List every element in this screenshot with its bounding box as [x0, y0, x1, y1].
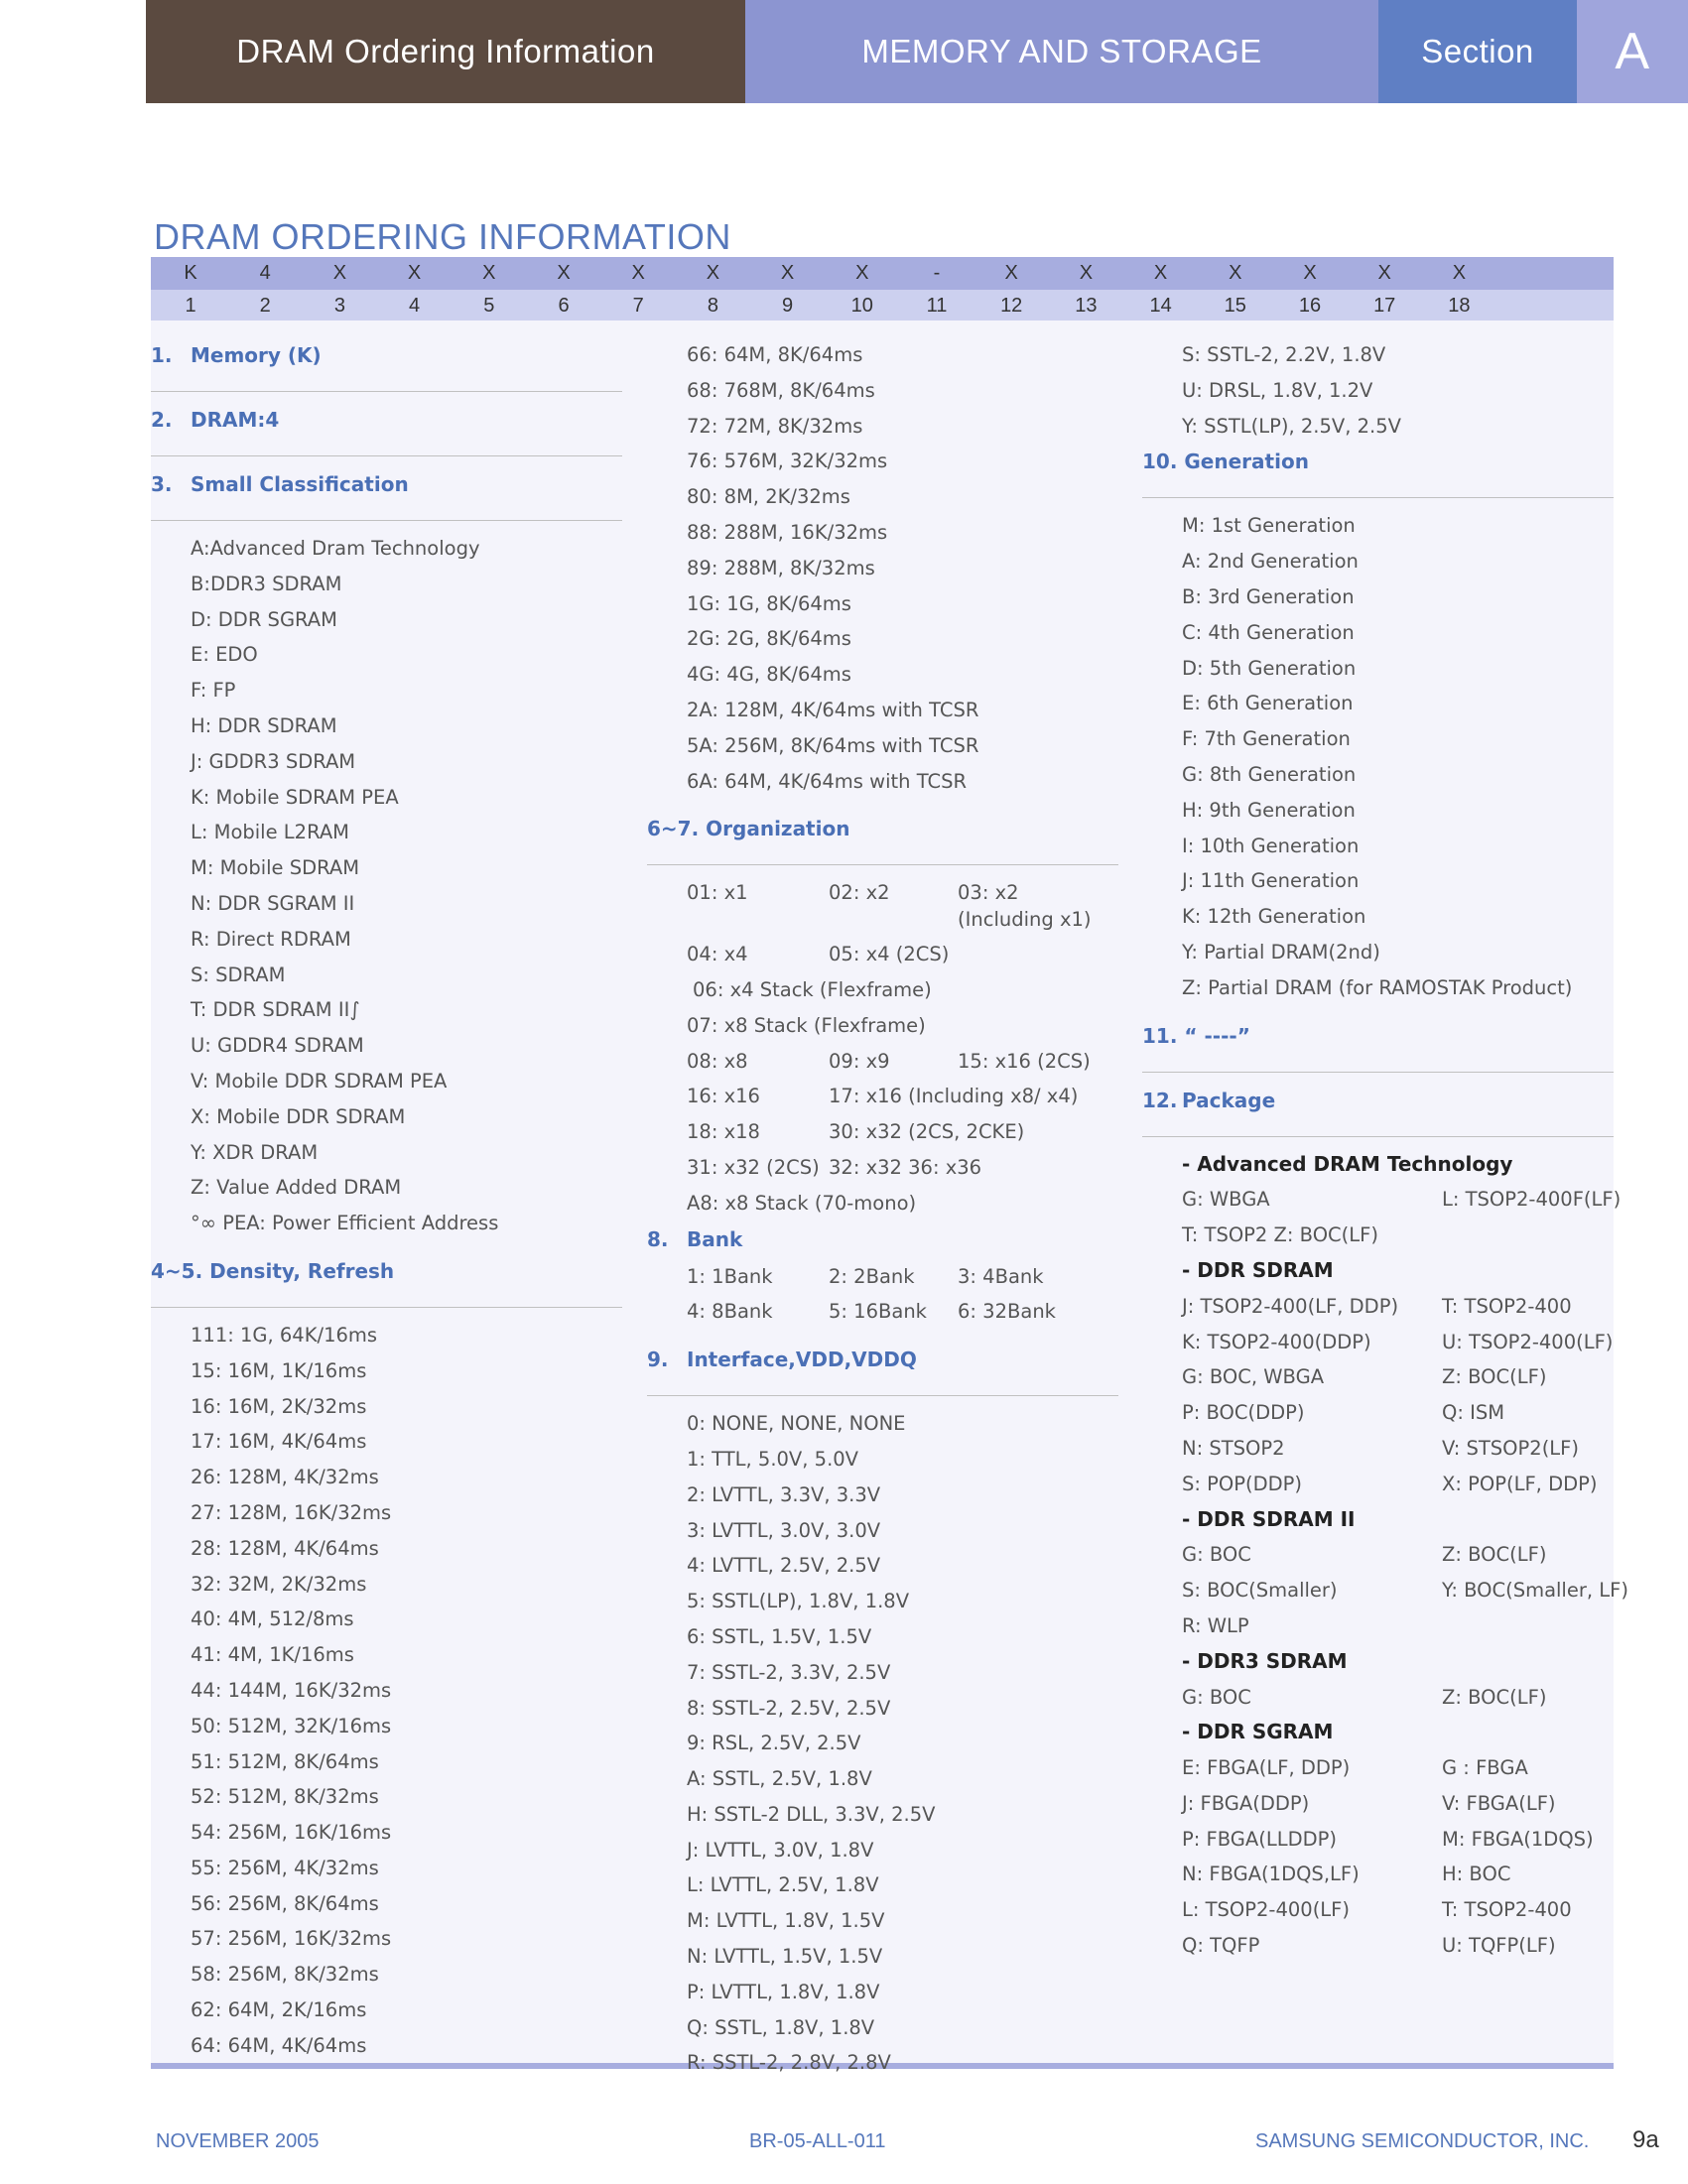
- package-code: G: BOC: [1182, 1685, 1251, 1709]
- code-letter: X: [706, 262, 720, 284]
- list-item: 5A: 256M, 8K/64ms with TCSR: [687, 733, 979, 757]
- list-item: 2G: 2G, 8K/64ms: [687, 627, 851, 651]
- list-item: B: 3rd Generation: [1182, 584, 1355, 608]
- section-small-classification: 3. Small Classification: [151, 466, 622, 521]
- package-row: [1142, 1822, 1614, 1858]
- package-group-ddr3-sdram: - DDR3 SDRAM: [1182, 1648, 1348, 1673]
- list-item: 1G: 1G, 8K/64ms: [687, 591, 851, 615]
- code-letter: X: [780, 262, 795, 284]
- list-item: U: DRSL, 1.8V, 1.2V: [1182, 378, 1373, 402]
- package-code: Q: ISM: [1442, 1401, 1505, 1425]
- list-item: 64: 64M, 4K/64ms: [191, 2033, 367, 2057]
- package-code: U: TSOP2-400(LF): [1442, 1330, 1614, 1353]
- section-dram: 2. DRAM:4: [151, 402, 622, 456]
- list-item: Y: XDR DRAM: [191, 1140, 319, 1164]
- code-position: 1: [185, 295, 196, 317]
- list-item: S: SSTL-2, 2.2V, 1.8V: [1182, 343, 1386, 366]
- density-list: [151, 1318, 622, 2064]
- header-section-label: Section: [1378, 0, 1577, 103]
- code-letter: X: [482, 262, 496, 284]
- classification-list: [151, 531, 622, 1241]
- list-item: 55: 256M, 4K/32ms: [191, 1856, 379, 1879]
- package-row: [1142, 1395, 1614, 1431]
- code-position: 13: [1075, 295, 1098, 317]
- package-row: [1142, 1289, 1614, 1325]
- code-letters-row: [151, 257, 1614, 290]
- list-item: 1: TTL, 5.0V, 5.0V: [687, 1447, 859, 1471]
- package-row: [1142, 1537, 1614, 1573]
- generation-list: [1142, 508, 1614, 1005]
- code-letter: X: [557, 262, 571, 284]
- code-position: 16: [1298, 295, 1322, 317]
- package-code: Z: BOC(LF): [1442, 1365, 1547, 1389]
- code-position: 8: [707, 295, 718, 317]
- list-item: 62: 64M, 2K/16ms: [191, 1998, 367, 2022]
- section-bank: 8. Bank: [647, 1226, 743, 1251]
- org-row: A8: x8 Stack (70-mono): [687, 1191, 917, 1215]
- code-position: 9: [782, 295, 794, 317]
- list-item: 44: 144M, 16K/32ms: [191, 1678, 392, 1702]
- list-item: P: LVTTL, 1.8V, 1.8V: [687, 1980, 880, 2003]
- list-item: Y: Partial DRAM(2nd): [1182, 940, 1380, 964]
- package-code: J: TSOP2-400(LF, DDP): [1182, 1294, 1399, 1318]
- list-item: E: EDO: [191, 643, 258, 667]
- list-item: M: LVTTL, 1.8V, 1.5V: [687, 1909, 885, 1933]
- list-item: 58: 256M, 8K/32ms: [191, 1963, 379, 1987]
- package-code: S: BOC(Smaller): [1182, 1579, 1338, 1603]
- list-item: 2: LVTTL, 3.3V, 3.3V: [687, 1482, 881, 1506]
- list-item: L: LVTTL, 2.5V, 1.8V: [687, 1873, 879, 1897]
- list-item: 41: 4M, 1K/16ms: [191, 1643, 354, 1667]
- section-generation: 10. Generation: [1142, 444, 1614, 498]
- code-position: 6: [558, 295, 570, 317]
- part-number-code-band: [151, 257, 1614, 321]
- package-code: J: FBGA(DDP): [1182, 1791, 1310, 1815]
- list-item: 57: 256M, 16K/32ms: [191, 1927, 392, 1951]
- list-item: 32: 32M, 2K/32ms: [191, 1572, 367, 1596]
- package-code: M: FBGA(1DQS): [1442, 1827, 1594, 1851]
- list-item: 66: 64M, 8K/64ms: [687, 343, 863, 366]
- list-item: L: Mobile L2RAM: [191, 821, 349, 844]
- list-item: 50: 512M, 32K/16ms: [191, 1714, 392, 1737]
- list-item: 72: 72M, 8K/32ms: [687, 414, 863, 438]
- package-code: N: FBGA(1DQS,LF): [1182, 1863, 1360, 1886]
- page-title: DRAM ORDERING INFORMATION: [154, 216, 731, 257]
- package-row: [1142, 1892, 1614, 1928]
- list-item: B:DDR3 SDRAM: [191, 572, 342, 595]
- code-letter: X: [1303, 262, 1317, 284]
- org-row: 04: x4 05: x4 (2CS): [687, 943, 950, 966]
- package-group-ddr-sgram: - DDR SGRAM: [1182, 1720, 1334, 1744]
- code-position: 14: [1149, 295, 1172, 317]
- package-group-advanced: - Advanced DRAM Technology: [1182, 1151, 1513, 1176]
- code-position: 15: [1224, 295, 1246, 317]
- org-row: 08: x8 09: x9 15: x16 (2CS): [687, 1049, 1091, 1073]
- density-list-continued: [647, 337, 1118, 799]
- list-item: 4: LVTTL, 2.5V, 2.5V: [687, 1554, 881, 1578]
- code-letter: X: [1377, 262, 1391, 284]
- list-item: 28: 128M, 4K/64ms: [191, 1536, 379, 1560]
- list-item: 56: 256M, 8K/64ms: [191, 1891, 379, 1915]
- code-letter: X: [855, 262, 869, 284]
- list-item: N: LVTTL, 1.5V, 1.5V: [687, 1945, 883, 1969]
- package-code: P: BOC(DDP): [1182, 1401, 1305, 1425]
- header-doc-title: DRAM Ordering Information: [146, 0, 745, 103]
- code-position: 2: [259, 295, 271, 317]
- package-code: S: POP(DDP): [1182, 1472, 1303, 1495]
- list-item: H: DDR SDRAM: [191, 713, 337, 737]
- list-item: U: GDDR4 SDRAM: [191, 1034, 364, 1058]
- package-code: E: FBGA(LF, DDP): [1182, 1756, 1351, 1780]
- code-letter: X: [1452, 262, 1467, 284]
- section-density-refresh: 4~5. Density, Refresh: [151, 1253, 622, 1308]
- org-row: 31: x32 (2CS) 32: x32 36: x36: [687, 1155, 982, 1179]
- package-row: T: TSOP2 Z: BOC(LF): [1182, 1223, 1378, 1247]
- list-item: A:Advanced Dram Technology: [191, 537, 480, 560]
- list-item: K: Mobile SDRAM PEA: [191, 785, 399, 809]
- code-letter: X: [631, 262, 645, 284]
- package-row: R: WLP: [1182, 1613, 1249, 1637]
- code-position: 5: [483, 295, 495, 317]
- section-memory: 1. Memory (K): [151, 337, 622, 392]
- package-code: K: TSOP2-400(DDP): [1182, 1330, 1371, 1353]
- section-package: 12. Package: [1142, 1083, 1614, 1137]
- interface-list-continued: [1142, 337, 1614, 444]
- column-2: [647, 337, 1118, 2081]
- org-row: 07: x8 Stack (Flexframe): [687, 1013, 926, 1037]
- code-letter: X: [407, 262, 422, 284]
- code-position: 7: [632, 295, 644, 317]
- list-item: T: DDR SDRAM II∫: [191, 998, 360, 1022]
- page-number: 9a: [1632, 2126, 1659, 2153]
- package-row: [1142, 1573, 1628, 1608]
- list-item: H: 9th Generation: [1182, 798, 1356, 822]
- code-letter: -: [933, 262, 941, 284]
- list-item: A: 2nd Generation: [1182, 550, 1359, 574]
- ddr-package-rows: [1142, 1289, 1614, 1502]
- list-item: K: 12th Generation: [1182, 905, 1366, 929]
- package-row: [1142, 1928, 1614, 1964]
- list-item: 9: RSL, 2.5V, 2.5V: [687, 1732, 861, 1755]
- list-item: 88: 288M, 16K/32ms: [687, 520, 888, 544]
- footer-doc-number: BR-05-ALL-011: [749, 2130, 886, 2152]
- package-code: T: TSOP2-400: [1442, 1898, 1572, 1922]
- list-item: J: LVTTL, 3.0V, 1.8V: [687, 1838, 874, 1862]
- package-row: [1142, 1431, 1614, 1467]
- list-item: J: GDDR3 SDRAM: [191, 749, 356, 773]
- code-letter: K: [184, 262, 197, 284]
- list-item: 15: 16M, 1K/16ms: [191, 1358, 367, 1382]
- list-item: 8: SSTL-2, 2.5V, 2.5V: [687, 1696, 891, 1720]
- list-item: Z: Value Added DRAM: [191, 1176, 402, 1200]
- package-row: [1142, 1786, 1614, 1822]
- package-code: G: BOC, WBGA: [1182, 1365, 1325, 1389]
- package-code: V: FBGA(LF): [1442, 1791, 1556, 1815]
- list-item: V: Mobile DDR SDRAM PEA: [191, 1069, 448, 1092]
- code-letter: X: [1079, 262, 1094, 284]
- org-row: 01: x1 02: x2 03: x2: [687, 881, 1019, 905]
- section-organization: 6~7. Organization: [647, 811, 1118, 865]
- sgram-package-rows: [1142, 1750, 1614, 1964]
- list-item: 27: 128M, 16K/32ms: [191, 1500, 392, 1524]
- code-letter: X: [1004, 262, 1018, 284]
- package-row: [1142, 1325, 1614, 1360]
- list-item: F: FP: [191, 679, 236, 703]
- list-item: 52: 512M, 8K/32ms: [191, 1785, 379, 1809]
- package-code: L: TSOP2-400(LF): [1182, 1898, 1350, 1922]
- list-item: R: Direct RDRAM: [191, 927, 351, 951]
- list-item: 6A: 64M, 4K/64ms with TCSR: [687, 769, 968, 793]
- bank-row: 4: 8Bank 5: 16Bank 6: 32Bank: [687, 1300, 1056, 1324]
- list-item: D: 5th Generation: [1182, 656, 1357, 680]
- list-item: S: SDRAM: [191, 963, 286, 986]
- list-item: 17: 16M, 4K/64ms: [191, 1430, 367, 1454]
- list-item: 68: 768M, 8K/64ms: [687, 378, 875, 402]
- package-code: T: TSOP2-400: [1442, 1294, 1572, 1318]
- code-letter: X: [332, 262, 347, 284]
- list-item: 0: NONE, NONE, NONE: [687, 1412, 906, 1436]
- list-item: F: 7th Generation: [1182, 727, 1351, 751]
- list-item: 6: SSTL, 1.5V, 1.5V: [687, 1624, 872, 1648]
- list-item: I: 10th Generation: [1182, 834, 1360, 857]
- list-item: G: 8th Generation: [1182, 762, 1357, 786]
- code-letter: 4: [259, 262, 271, 284]
- ddr3-package-rows: [1142, 1680, 1614, 1716]
- ddr2-package-rows: [1142, 1537, 1628, 1608]
- list-item: 5: SSTL(LP), 1.8V, 1.8V: [687, 1590, 910, 1613]
- org-row: (Including x1): [958, 908, 1092, 932]
- code-position: 17: [1373, 295, 1396, 317]
- package-code: G: BOC: [1182, 1543, 1251, 1567]
- list-item: 4G: 4G, 8K/64ms: [687, 663, 851, 687]
- package-code: X: POP(LF, DDP): [1442, 1472, 1598, 1495]
- footer-date: NOVEMBER 2005: [156, 2130, 320, 2152]
- section-interface: 9. Interface,VDD,VDDQ: [647, 1342, 1118, 1396]
- list-item: X: Mobile DDR SDRAM: [191, 1104, 406, 1128]
- package-group-ddr-sdram: - DDR SDRAM: [1182, 1257, 1334, 1282]
- package-row: [1142, 1359, 1614, 1395]
- list-item: A: SSTL, 2.5V, 1.8V: [687, 1767, 872, 1791]
- list-item: 3: LVTTL, 3.0V, 3.0V: [687, 1518, 881, 1542]
- list-item: 111: 1G, 64K/16ms: [191, 1323, 378, 1347]
- footer-company: SAMSUNG SEMICONDUCTOR, INC.: [1255, 2130, 1590, 2152]
- org-row: 18: x18 30: x32 (2CS, 2CKE): [687, 1120, 1025, 1144]
- package-row: [1142, 1857, 1614, 1892]
- package-row: [1142, 1680, 1614, 1716]
- code-position: 4: [409, 295, 421, 317]
- interface-list: [647, 1406, 1118, 2081]
- column-3: [1142, 337, 1628, 1964]
- package-code: Q: TQFP: [1182, 1934, 1260, 1958]
- list-item: D: DDR SGRAM: [191, 607, 337, 631]
- list-item: C: 4th Generation: [1182, 620, 1355, 644]
- code-letter: X: [1153, 262, 1168, 284]
- list-item: 89: 288M, 8K/32ms: [687, 556, 875, 579]
- section-dash: 11. “ ----”: [1142, 1018, 1614, 1073]
- list-item: 26: 128M, 4K/32ms: [191, 1466, 379, 1489]
- package-group-ddr-sdram-ii: - DDR SDRAM II: [1182, 1506, 1356, 1531]
- list-item: J: 11th Generation: [1182, 869, 1360, 893]
- package-row: G: WBGA L: TSOP2-400F(LF): [1182, 1188, 1622, 1212]
- code-position: 10: [850, 295, 873, 317]
- package-code: G : FBGA: [1442, 1756, 1528, 1780]
- package-code: H: BOC: [1442, 1863, 1511, 1886]
- package-code: N: STSOP2: [1182, 1436, 1285, 1460]
- package-code: Z: BOC(LF): [1442, 1543, 1547, 1567]
- list-item: 76: 576M, 32K/32ms: [687, 450, 888, 473]
- header-section-letter: A: [1577, 0, 1688, 103]
- bank-row: 1: 1Bank 2: 2Bank 3: 4Bank: [687, 1264, 1044, 1288]
- column-1: [151, 337, 622, 2064]
- list-item: E: 6th Generation: [1182, 692, 1354, 715]
- code-position: 18: [1448, 295, 1471, 317]
- list-item: 80: 8M, 2K/32ms: [687, 485, 850, 509]
- header-category: MEMORY AND STORAGE: [745, 0, 1378, 103]
- package-code: P: FBGA(LLDDP): [1182, 1827, 1337, 1851]
- package-row: [1142, 1467, 1614, 1502]
- list-item: 16: 16M, 2K/32ms: [191, 1394, 367, 1418]
- org-row: 16: x16 17: x16 (Including x8/ x4): [687, 1085, 1079, 1108]
- package-code: Y: BOC(Smaller, LF): [1442, 1579, 1628, 1603]
- list-item: M: 1st Generation: [1182, 514, 1356, 538]
- package-code: Z: BOC(LF): [1442, 1685, 1547, 1709]
- package-row: [1142, 1750, 1614, 1786]
- list-item: N: DDR SGRAM II: [191, 891, 355, 915]
- list-item: 51: 512M, 8K/64ms: [191, 1749, 379, 1773]
- list-item: M: Mobile SDRAM: [191, 856, 360, 880]
- package-code: U: TQFP(LF): [1442, 1934, 1556, 1958]
- code-letter: X: [1229, 262, 1242, 284]
- list-item: Y: SSTL(LP), 2.5V, 2.5V: [1182, 414, 1401, 438]
- package-code: V: STSOP2(LF): [1442, 1436, 1579, 1460]
- list-item: °∞ PEA: Power Efficient Address: [191, 1212, 499, 1235]
- list-item: H: SSTL-2 DLL, 3.3V, 2.5V: [687, 1802, 936, 1826]
- list-item: R: SSTL-2, 2.8V, 2.8V: [687, 2051, 891, 2075]
- list-item: 7: SSTL-2, 3.3V, 2.5V: [687, 1660, 891, 1684]
- code-positions-row: [151, 290, 1614, 321]
- list-item: 2A: 128M, 4K/64ms with TCSR: [687, 698, 979, 721]
- code-position: 11: [926, 295, 948, 317]
- list-item: 40: 4M, 512/8ms: [191, 1607, 354, 1631]
- org-row: 06: x4 Stack (Flexframe): [693, 977, 932, 1001]
- code-position: 3: [333, 295, 345, 317]
- list-item: Q: SSTL, 1.8V, 1.8V: [687, 2015, 875, 2039]
- list-item: Z: Partial DRAM (for RAMOSTAK Product): [1182, 975, 1573, 999]
- code-position: 12: [1000, 295, 1023, 317]
- list-item: 54: 256M, 16K/16ms: [191, 1821, 392, 1845]
